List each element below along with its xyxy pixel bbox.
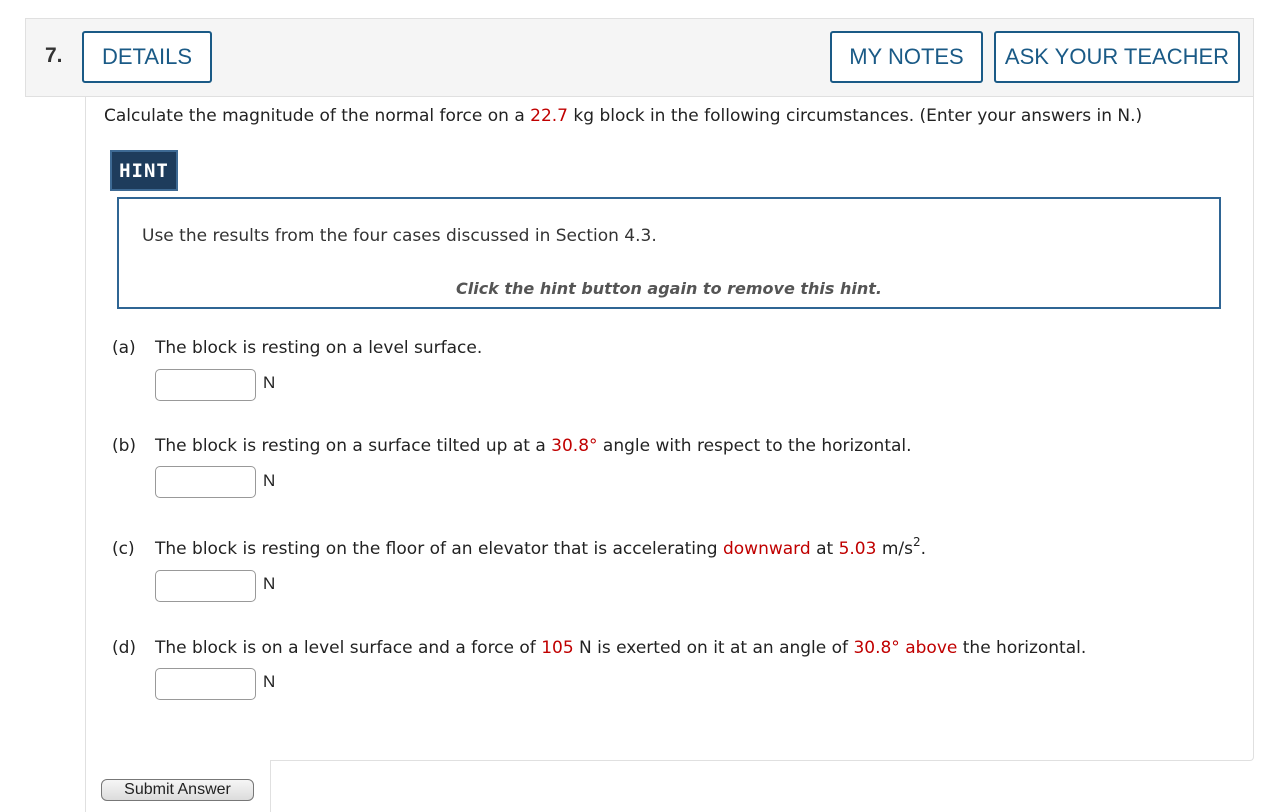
ask-your-teacher-button[interactable]: ASK YOUR TEACHER xyxy=(994,31,1240,83)
part-d-text: The block is on a level surface and a force of 105 N is exerted on it at an angle of 30.8° above the horizontal. xyxy=(155,638,1087,658)
question-number: 7. xyxy=(45,44,63,67)
part-c-text: The block is resting on the floor of an elevator that is accelerating downward at 5.03 $m/s^2$. xyxy=(155,535,927,559)
part-a-unit: N xyxy=(263,373,276,392)
question-content xyxy=(85,96,1254,761)
part-d-label: (d) xyxy=(112,638,137,658)
part-b-label: (b) xyxy=(112,436,137,456)
part-c-unit: N xyxy=(263,574,276,593)
details-button[interactable]: DETAILS xyxy=(82,31,212,83)
part-b-unit: N xyxy=(263,471,276,490)
part-d-force: 105 xyxy=(541,638,574,658)
question-prompt: Calculate the magnitude of the normal force on a 22.7 kg block in the following circumstances. (Enter your answers in N.) xyxy=(104,106,1143,126)
part-c-answer-input[interactable] xyxy=(155,570,256,602)
part-b-text: The block is resting on a surface tilted up at a 30.8° angle with respect to the horizontal. xyxy=(155,436,912,456)
hint-text: Use the results from the four cases discussed in Section 4.3. xyxy=(142,226,657,246)
part-a-answer-input[interactable] xyxy=(155,369,256,401)
hint-remove-instruction: Click the hint button again to remove this hint. xyxy=(455,279,882,298)
part-c-label: (c) xyxy=(112,539,135,559)
mass-value: 22.7 xyxy=(530,106,568,126)
part-d-unit: N xyxy=(263,672,276,691)
part-c-acceleration: 5.03 xyxy=(838,539,877,559)
part-d-angle: 30.8° xyxy=(853,638,900,658)
part-b-angle: 30.8° xyxy=(551,436,598,456)
hint-box xyxy=(117,197,1221,309)
submit-answer-button[interactable]: Submit Answer xyxy=(101,779,254,801)
part-c-direction: downward xyxy=(722,539,811,559)
hint-button[interactable]: HINT xyxy=(110,150,178,191)
part-d-answer-input[interactable] xyxy=(155,668,256,700)
part-d-direction: above xyxy=(905,638,958,658)
part-b-answer-input[interactable] xyxy=(155,466,256,498)
my-notes-button[interactable]: MY NOTES xyxy=(830,31,983,83)
part-a-label: (a) xyxy=(112,338,136,358)
part-a-text: The block is resting on a level surface. xyxy=(155,338,483,358)
